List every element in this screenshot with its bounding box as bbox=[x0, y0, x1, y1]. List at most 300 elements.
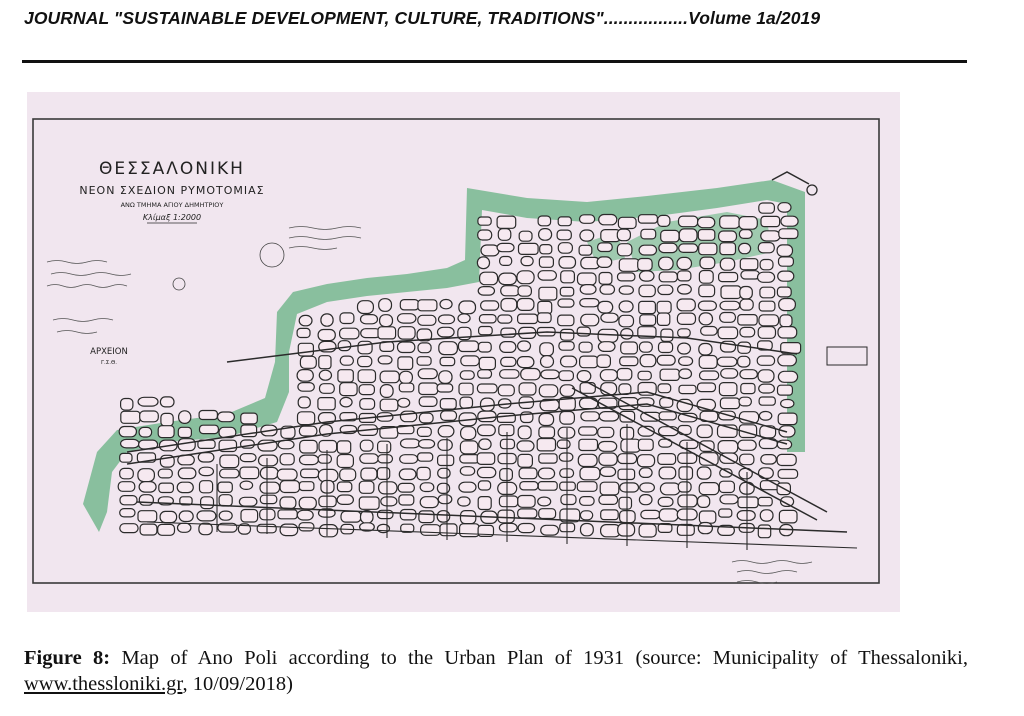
street-block bbox=[340, 356, 353, 365]
street-block bbox=[639, 301, 656, 313]
street-block bbox=[659, 427, 679, 436]
street-block bbox=[640, 355, 656, 367]
street-block bbox=[421, 525, 441, 536]
street-block bbox=[699, 356, 717, 369]
street-block bbox=[741, 271, 760, 279]
street-block bbox=[600, 285, 615, 294]
street-block bbox=[500, 370, 519, 379]
street-block bbox=[717, 357, 737, 366]
street-block bbox=[398, 398, 410, 407]
street-block bbox=[778, 271, 794, 281]
street-block bbox=[658, 215, 670, 226]
street-block bbox=[478, 230, 492, 240]
street-block bbox=[459, 383, 473, 395]
street-block bbox=[539, 287, 557, 300]
street-block bbox=[460, 371, 474, 380]
street-block bbox=[517, 441, 534, 451]
street-block bbox=[260, 482, 280, 493]
street-block bbox=[200, 425, 219, 433]
street-block bbox=[438, 468, 450, 478]
street-block bbox=[560, 385, 575, 397]
street-block bbox=[699, 285, 715, 297]
street-block bbox=[280, 454, 294, 465]
street-block bbox=[378, 327, 396, 339]
street-block bbox=[538, 301, 552, 314]
street-block bbox=[559, 342, 574, 351]
street-block bbox=[657, 301, 671, 313]
street-block bbox=[280, 481, 299, 493]
street-block bbox=[138, 397, 158, 406]
street-block bbox=[337, 495, 353, 504]
street-block bbox=[699, 511, 715, 523]
street-block bbox=[360, 454, 379, 464]
street-block bbox=[658, 454, 676, 465]
street-block bbox=[300, 356, 316, 368]
journal-volume: Volume 1a/2019 bbox=[688, 8, 821, 28]
street-block bbox=[219, 511, 232, 520]
street-block bbox=[758, 327, 775, 339]
street-block bbox=[620, 483, 639, 492]
street-block bbox=[577, 482, 597, 492]
street-block bbox=[638, 259, 652, 271]
street-block bbox=[740, 299, 753, 310]
street-block bbox=[380, 399, 398, 411]
street-block bbox=[601, 510, 619, 520]
street-block bbox=[661, 329, 673, 341]
street-block bbox=[479, 357, 495, 369]
street-block bbox=[659, 272, 677, 282]
street-block bbox=[220, 469, 239, 478]
street-block bbox=[659, 342, 673, 352]
street-block bbox=[121, 399, 133, 411]
street-block bbox=[678, 285, 692, 294]
street-block bbox=[159, 483, 174, 492]
street-block bbox=[698, 523, 712, 534]
street-block bbox=[678, 343, 691, 354]
street-block bbox=[501, 286, 520, 296]
street-block bbox=[659, 467, 676, 479]
street-block bbox=[417, 357, 431, 366]
street-block bbox=[499, 496, 517, 507]
street-block bbox=[618, 524, 635, 537]
street-block bbox=[598, 342, 615, 352]
street-block bbox=[139, 427, 152, 437]
street-block bbox=[698, 301, 716, 310]
street-block bbox=[478, 481, 490, 490]
street-block bbox=[700, 257, 715, 269]
street-block bbox=[401, 439, 420, 448]
street-block bbox=[580, 383, 595, 394]
street-block bbox=[498, 229, 511, 241]
street-block bbox=[778, 470, 798, 479]
street-block bbox=[638, 439, 653, 450]
street-block bbox=[199, 523, 212, 535]
street-block bbox=[541, 525, 559, 535]
street-block bbox=[598, 442, 616, 452]
street-block bbox=[538, 497, 551, 506]
street-block bbox=[518, 496, 535, 508]
map-title: ΘΕΣΣΑΛΟΝΙΚΗ bbox=[99, 159, 245, 179]
map-image bbox=[27, 92, 900, 612]
street-block bbox=[518, 286, 531, 296]
street-block bbox=[319, 525, 337, 537]
street-block bbox=[399, 469, 416, 480]
street-block bbox=[418, 315, 436, 325]
street-block bbox=[778, 355, 797, 366]
street-block bbox=[641, 229, 656, 239]
street-block bbox=[739, 217, 757, 230]
street-block bbox=[380, 385, 393, 398]
street-block bbox=[517, 299, 534, 311]
journal-header bbox=[24, 8, 974, 29]
street-block bbox=[321, 314, 333, 326]
street-block bbox=[259, 455, 278, 466]
street-block bbox=[300, 455, 319, 465]
street-block bbox=[698, 383, 716, 392]
street-block bbox=[539, 385, 558, 397]
street-block bbox=[400, 455, 418, 464]
street-block bbox=[621, 439, 640, 452]
street-block bbox=[419, 440, 435, 448]
street-block bbox=[419, 413, 433, 423]
street-block bbox=[777, 454, 796, 465]
street-block bbox=[121, 411, 140, 423]
street-block bbox=[438, 455, 454, 465]
street-block bbox=[777, 287, 791, 297]
street-block bbox=[679, 244, 698, 253]
street-block bbox=[438, 426, 454, 437]
street-block bbox=[318, 330, 335, 341]
street-block bbox=[619, 286, 633, 294]
street-block bbox=[437, 483, 449, 493]
street-block bbox=[579, 245, 592, 255]
street-block bbox=[779, 299, 796, 311]
street-block bbox=[499, 425, 514, 436]
street-block bbox=[121, 439, 139, 448]
street-block bbox=[758, 272, 775, 282]
street-block bbox=[539, 427, 555, 438]
street-block bbox=[419, 397, 437, 407]
street-block bbox=[479, 327, 493, 335]
street-block bbox=[697, 467, 711, 479]
street-block bbox=[658, 285, 673, 294]
street-block bbox=[377, 524, 389, 532]
street-block bbox=[479, 439, 491, 449]
street-block bbox=[538, 271, 556, 280]
street-block bbox=[580, 285, 596, 295]
street-block bbox=[340, 328, 359, 339]
street-block bbox=[699, 271, 713, 284]
street-block bbox=[580, 299, 599, 307]
street-block bbox=[120, 496, 137, 505]
street-block bbox=[340, 397, 352, 407]
street-block bbox=[659, 509, 678, 521]
street-block bbox=[477, 453, 495, 465]
street-block bbox=[440, 524, 457, 536]
street-block bbox=[698, 217, 715, 228]
street-block bbox=[481, 398, 495, 411]
street-block bbox=[260, 467, 278, 479]
street-block bbox=[298, 397, 310, 408]
street-block bbox=[519, 468, 537, 479]
street-block bbox=[759, 397, 775, 405]
street-block bbox=[577, 327, 590, 336]
street-block bbox=[579, 439, 598, 450]
street-block bbox=[178, 523, 191, 532]
street-block bbox=[178, 427, 191, 437]
street-block bbox=[478, 411, 496, 422]
street-block bbox=[740, 259, 758, 270]
street-block bbox=[540, 245, 552, 254]
street-block bbox=[720, 216, 740, 228]
street-block bbox=[418, 369, 437, 379]
street-block bbox=[539, 414, 554, 426]
street-block bbox=[438, 327, 455, 337]
street-block bbox=[398, 327, 415, 339]
street-block bbox=[639, 342, 652, 352]
street-block bbox=[677, 313, 695, 324]
street-block bbox=[481, 301, 499, 310]
street-block bbox=[498, 315, 512, 323]
street-block bbox=[658, 497, 673, 506]
street-block bbox=[398, 483, 414, 492]
street-block bbox=[241, 413, 257, 424]
street-block bbox=[718, 327, 738, 339]
street-block bbox=[597, 257, 612, 268]
street-block bbox=[280, 524, 298, 536]
street-block bbox=[337, 482, 351, 492]
street-block bbox=[579, 427, 597, 435]
street-block bbox=[177, 482, 193, 492]
street-block bbox=[679, 369, 692, 379]
street-block bbox=[759, 203, 775, 213]
street-block bbox=[781, 216, 798, 226]
street-block bbox=[377, 468, 389, 480]
street-block bbox=[679, 467, 693, 479]
street-block bbox=[399, 383, 414, 392]
street-block bbox=[661, 230, 679, 242]
street-block bbox=[639, 468, 652, 478]
street-block bbox=[617, 244, 632, 256]
street-block bbox=[538, 482, 557, 491]
street-block bbox=[778, 371, 797, 382]
street-block bbox=[640, 483, 655, 492]
street-block bbox=[720, 258, 734, 270]
street-block bbox=[518, 426, 531, 439]
street-block bbox=[599, 453, 617, 465]
street-block bbox=[460, 441, 477, 454]
source-link[interactable]: www.thessloniki.gr bbox=[24, 673, 183, 695]
street-block bbox=[501, 357, 516, 366]
street-block bbox=[561, 356, 577, 367]
street-block bbox=[460, 467, 474, 476]
street-block bbox=[619, 497, 632, 509]
street-block bbox=[557, 440, 570, 448]
street-block bbox=[679, 385, 696, 393]
street-block bbox=[419, 511, 434, 523]
street-block bbox=[418, 453, 433, 461]
header-dots: ................. bbox=[603, 8, 689, 28]
street-block bbox=[318, 398, 335, 410]
street-block bbox=[639, 285, 655, 296]
street-block bbox=[580, 467, 600, 480]
street-block bbox=[201, 497, 214, 509]
street-block bbox=[399, 371, 412, 383]
street-block bbox=[499, 523, 517, 531]
street-block bbox=[360, 399, 375, 410]
street-block bbox=[319, 441, 337, 453]
street-block bbox=[721, 286, 741, 299]
street-block bbox=[520, 482, 538, 490]
street-block bbox=[759, 301, 775, 311]
street-block bbox=[778, 203, 791, 212]
street-block bbox=[557, 230, 571, 240]
street-block bbox=[581, 412, 599, 421]
street-block bbox=[759, 384, 775, 393]
street-block bbox=[160, 511, 177, 522]
street-block bbox=[441, 411, 457, 421]
street-block bbox=[758, 370, 774, 382]
street-block bbox=[518, 454, 533, 467]
street-block bbox=[561, 495, 576, 505]
street-block bbox=[318, 455, 331, 464]
street-block bbox=[179, 411, 191, 424]
street-block bbox=[740, 370, 758, 379]
street-block bbox=[617, 229, 630, 241]
street-block bbox=[298, 412, 315, 425]
street-block bbox=[518, 509, 537, 518]
street-block bbox=[539, 229, 552, 241]
street-block bbox=[558, 243, 572, 254]
street-block bbox=[641, 510, 660, 518]
street-block bbox=[618, 217, 636, 228]
street-block bbox=[478, 425, 496, 436]
caption-lead: Figure 8: bbox=[24, 647, 111, 669]
street-block bbox=[578, 454, 597, 466]
street-block bbox=[179, 511, 193, 522]
street-block bbox=[698, 230, 715, 241]
street-block bbox=[420, 497, 438, 508]
street-block bbox=[578, 273, 597, 285]
street-block bbox=[740, 327, 755, 337]
street-block bbox=[678, 482, 691, 492]
street-block bbox=[521, 257, 533, 266]
street-block bbox=[719, 383, 737, 396]
street-block bbox=[298, 383, 314, 392]
street-block bbox=[280, 497, 296, 509]
street-block bbox=[337, 441, 350, 453]
street-block bbox=[480, 272, 498, 285]
street-block bbox=[498, 385, 514, 396]
street-block bbox=[379, 482, 397, 494]
map-section: ΑΝΩ ΤΜΗΜΑ ΑΓΙΟΥ ΔΗΜΗΤΡΙΟΥ bbox=[120, 201, 224, 209]
street-block bbox=[719, 509, 732, 517]
street-block bbox=[240, 454, 256, 462]
street-block bbox=[657, 355, 675, 365]
street-block bbox=[218, 412, 235, 422]
street-block bbox=[398, 314, 416, 323]
street-block bbox=[158, 524, 175, 535]
street-block bbox=[739, 243, 751, 253]
street-block bbox=[497, 413, 515, 422]
street-block bbox=[617, 369, 632, 381]
street-block bbox=[580, 497, 595, 506]
street-block bbox=[758, 497, 772, 505]
street-block bbox=[200, 481, 213, 493]
street-block bbox=[199, 411, 217, 420]
street-block bbox=[501, 328, 516, 337]
street-block bbox=[478, 287, 494, 296]
street-block bbox=[679, 216, 698, 227]
street-block bbox=[777, 245, 792, 257]
street-block bbox=[158, 469, 172, 478]
street-block bbox=[297, 510, 313, 520]
map-figure bbox=[27, 92, 900, 612]
street-block bbox=[500, 342, 516, 353]
street-block bbox=[537, 439, 555, 451]
street-block bbox=[577, 371, 591, 382]
street-block bbox=[399, 495, 414, 505]
street-block bbox=[697, 425, 712, 438]
street-block bbox=[539, 509, 556, 519]
street-block bbox=[460, 455, 480, 463]
street-block bbox=[720, 301, 740, 310]
street-block bbox=[199, 467, 214, 475]
street-block bbox=[440, 357, 455, 365]
street-block bbox=[781, 400, 794, 408]
street-block bbox=[618, 273, 635, 281]
street-block bbox=[438, 495, 452, 504]
street-block bbox=[439, 315, 455, 324]
street-block bbox=[721, 369, 738, 378]
street-block bbox=[260, 495, 277, 503]
street-block bbox=[359, 497, 379, 509]
street-block bbox=[621, 329, 633, 339]
street-block bbox=[479, 315, 496, 323]
street-block bbox=[378, 356, 392, 364]
street-block bbox=[440, 399, 456, 410]
street-block bbox=[477, 384, 497, 393]
street-block bbox=[539, 257, 553, 267]
street-block bbox=[298, 343, 313, 356]
street-block bbox=[737, 511, 755, 521]
street-block bbox=[341, 511, 361, 522]
street-block bbox=[277, 469, 297, 480]
street-block bbox=[160, 397, 174, 407]
street-block bbox=[660, 483, 680, 495]
street-block bbox=[738, 356, 750, 367]
street-block bbox=[497, 243, 514, 251]
street-block bbox=[120, 468, 134, 478]
street-block bbox=[618, 469, 635, 479]
street-block bbox=[459, 301, 476, 314]
street-block bbox=[120, 524, 138, 533]
street-block bbox=[458, 497, 470, 506]
street-block bbox=[720, 313, 736, 323]
street-block bbox=[479, 342, 492, 352]
street-block bbox=[519, 243, 539, 254]
street-block bbox=[140, 411, 159, 422]
street-block bbox=[359, 385, 374, 395]
street-block bbox=[738, 315, 757, 325]
street-block bbox=[739, 397, 751, 406]
street-block bbox=[718, 441, 738, 454]
street-block bbox=[638, 371, 651, 380]
street-block bbox=[297, 370, 313, 382]
street-block bbox=[700, 371, 719, 380]
street-block bbox=[398, 357, 413, 370]
street-block bbox=[601, 313, 618, 322]
